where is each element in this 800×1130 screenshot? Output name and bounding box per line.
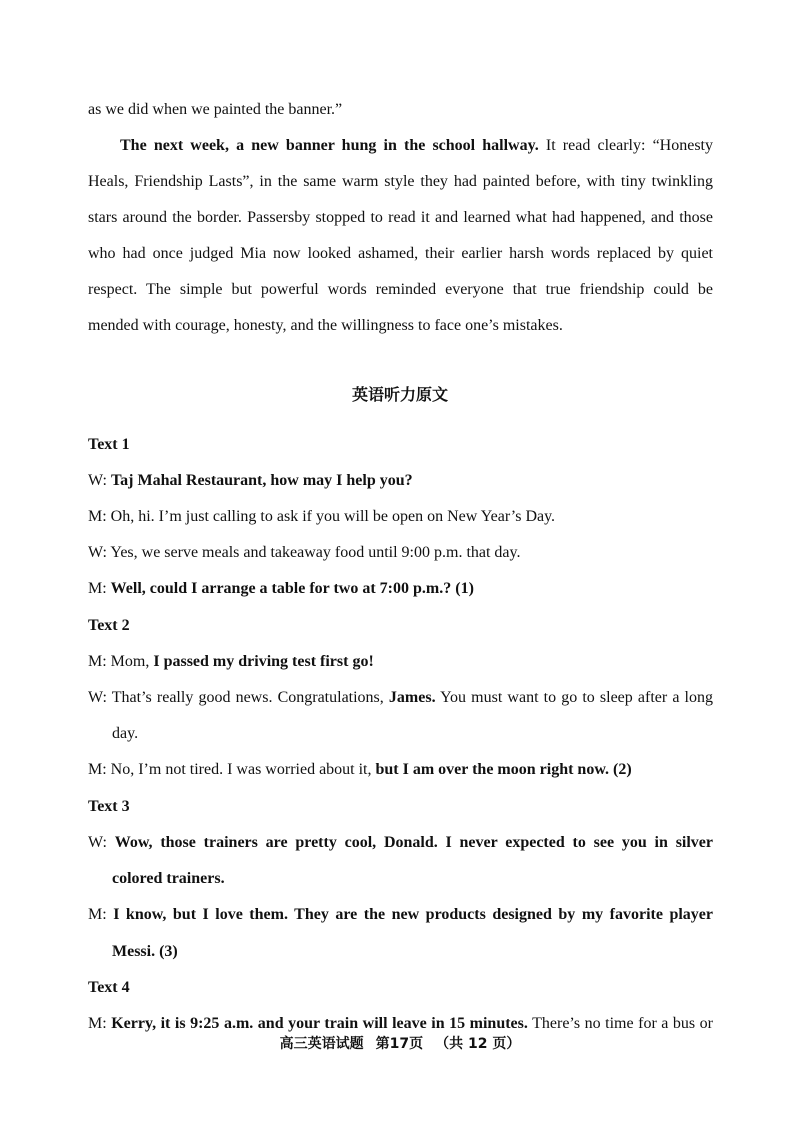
story-paragraph bbox=[88, 92, 713, 344]
dialogue-line: W: That’s really good news. Congratulations, James. You must want to go to sleep after a long bbox=[88, 689, 714, 706]
story-line: stars around the border. Passersby stopped to read it and learned what had happened, and those bbox=[88, 209, 713, 226]
dialogue-line-continued: colored trainers. bbox=[112, 870, 225, 887]
dialogue-line: M: Mom, I passed my driving test first go! bbox=[88, 653, 374, 670]
dialogue-line: M: No, I’m not tired. I was worried about it, but I am over the moon right now. (2) bbox=[88, 761, 632, 778]
dialogue-line: W: Wow, those trainers are pretty cool, Donald. I never expected to see you in silver bbox=[88, 834, 714, 851]
footer-page-number: 第17页 bbox=[375, 1036, 424, 1052]
text-4-title: Text 4 bbox=[88, 979, 130, 996]
text-2-title: Text 2 bbox=[88, 617, 130, 634]
dialogue-line: M: Oh, hi. I’m just calling to ask if you will be open on New Year’s Day. bbox=[88, 508, 556, 525]
dialogue-line: M: I know, but I love them. They are the new products designed by my favorite player bbox=[88, 906, 714, 923]
story-line: The next week, a new banner hung in the school hallway. It read clearly: “Honesty bbox=[120, 137, 713, 154]
footer-title: 高三英语试题 bbox=[279, 1036, 364, 1052]
text-1-title: Text 1 bbox=[88, 436, 130, 453]
page-footer bbox=[0, 1033, 800, 1053]
story-bold-sentence: The next week, a new banner hung in the school hallway. bbox=[120, 137, 539, 154]
section-title: 英语听力原文 bbox=[351, 385, 448, 404]
footer-total-pages: （共 12 页） bbox=[435, 1036, 521, 1052]
story-line: Heals, Friendship Lasts”, in the same warm style they had painted before, with tiny twinkling bbox=[88, 173, 713, 190]
story-line: as we did when we painted the banner.” bbox=[88, 101, 343, 118]
dialogue-line: M: Kerry, it is 9:25 a.m. and your train will leave in 15 minutes. There’s no time for a bus or bbox=[88, 1015, 714, 1032]
story-line: mended with courage, honesty, and the willingness to face one’s mistakes. bbox=[88, 317, 563, 334]
text-3-title: Text 3 bbox=[88, 798, 130, 815]
dialogue-line: M: Well, could I arrange a table for two at 7:00 p.m.? (1) bbox=[88, 580, 474, 597]
dialogue-line: W: Taj Mahal Restaurant, how may I help you? bbox=[88, 472, 413, 489]
story-line: respect. The simple but powerful words reminded everyone that true friendship could be bbox=[88, 281, 713, 298]
dialogue-line-continued: day. bbox=[112, 725, 139, 742]
story-line: who had once judged Mia now looked ashamed, their earlier harsh words replaced by quiet bbox=[88, 245, 713, 262]
dialogue-line: W: Yes, we serve meals and takeaway food until 9:00 p.m. that day. bbox=[88, 544, 521, 561]
dialogue-line-continued: Messi. (3) bbox=[112, 943, 178, 960]
